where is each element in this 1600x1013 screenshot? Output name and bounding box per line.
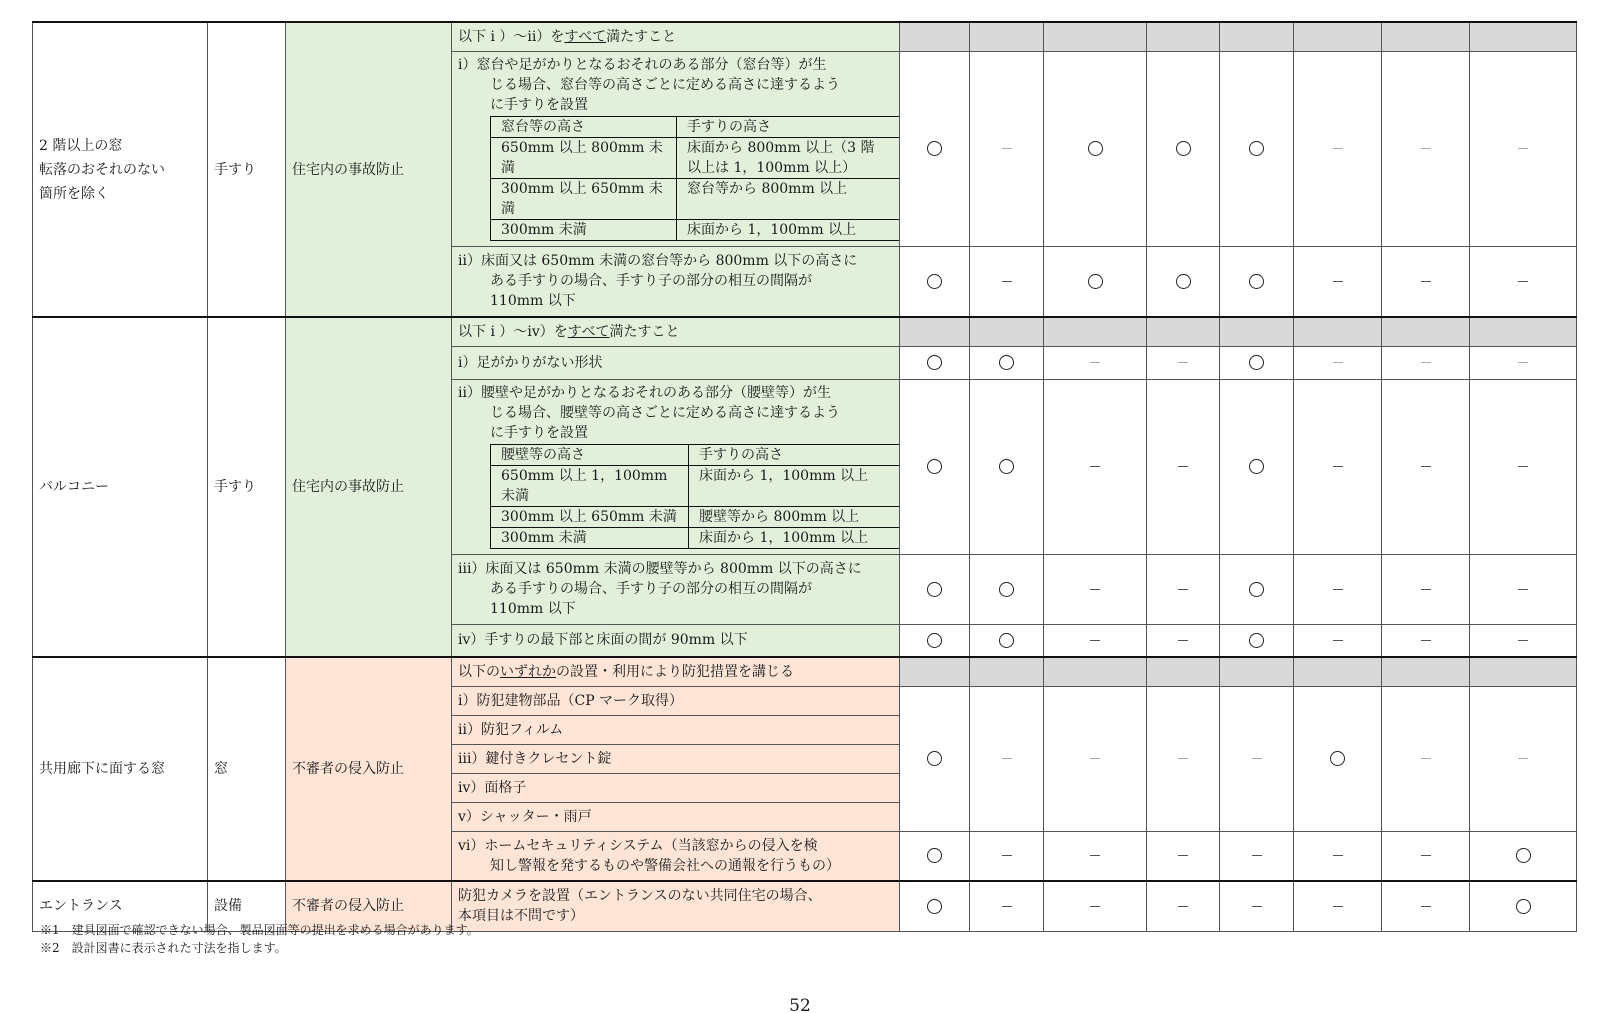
mark-cell [1470,686,1577,831]
gray-header-cell [900,317,970,346]
requirement-item: ⅳ）手すりの最下部と床面の間が 90mm 以下 [452,624,900,657]
mark-cell [1470,831,1577,881]
section-header: 以下のいずれかの設置・利用により防犯措置を講じる [452,657,900,686]
requirement-item: ⅱ）床面又は 650mm 未満の窓台等から 800mm 以下の高さに ある手すりの場合、手すり子の部分の相互の間隔が 110mm 以下 [452,246,900,317]
dash-mark-icon [1421,758,1431,759]
dash-mark-icon [1090,362,1100,363]
mark-cell [1294,554,1382,624]
gray-header-cell [970,657,1044,686]
gray-header-cell [900,22,970,51]
mark-cell [1147,686,1220,831]
dash-mark-icon [1090,906,1100,907]
mark-cell [900,554,970,624]
dash-mark-icon [1252,758,1262,759]
circle-mark-icon [1249,633,1264,648]
circle-mark-icon [927,141,942,156]
dash-mark-icon [1421,589,1431,590]
mark-cell [1294,686,1382,831]
mark-cell [1382,379,1470,554]
gray-header-cell [1044,22,1147,51]
mark-cell [1044,51,1147,246]
mark-cell [1294,246,1382,317]
requirement-item: ⅲ）床面又は 650mm 未満の腰壁等から 800mm 以下の高さに ある手すりの場合、手すり子の部分の相互の間隔が 110mm 以下 [452,554,900,624]
location-line: 箇所を除く [39,185,109,202]
dash-mark-icon [1333,855,1343,856]
mark-cell [1382,554,1470,624]
dash-mark-icon [1333,281,1343,282]
mark-cell [1470,881,1577,931]
purpose-cell: 住宅内の事故防止 [286,317,452,657]
requirement-item: ⅱ）防犯フィルム [452,715,900,744]
dash-mark-icon [1333,362,1343,363]
requirement-item: ⅰ）足がかりがない形状 [452,346,900,379]
mark-cell [1294,624,1382,657]
circle-mark-icon [927,459,942,474]
circle-mark-icon [1249,274,1264,289]
dash-mark-icon [1518,589,1528,590]
requirement-item: ⅲ）鍵付きクレセント錠 [452,744,900,773]
mark-cell [1470,246,1577,317]
circle-mark-icon [999,459,1014,474]
dash-mark-icon [1178,640,1188,641]
dash-mark-icon [1333,640,1343,641]
dash-mark-icon [1002,148,1012,149]
dash-mark-icon [1252,855,1262,856]
dash-mark-icon [1090,640,1100,641]
dash-mark-icon [1002,758,1012,759]
gray-header-cell [1294,317,1382,346]
gray-header-cell [1147,317,1220,346]
mark-cell [970,831,1044,881]
mark-cell [1220,624,1294,657]
gray-header-cell [1044,317,1147,346]
mark-cell [900,51,970,246]
mark-cell [1220,881,1294,931]
dash-mark-icon [1421,466,1431,467]
dash-mark-icon [1518,640,1528,641]
requirement-item: 防犯カメラを設置（エントランスのない共同住宅の場合、 本項目は不問です） [452,881,900,931]
location-line: 2 階以上の窓 [39,137,123,154]
mark-cell [1470,624,1577,657]
dash-mark-icon [1421,148,1431,149]
mark-cell [1044,246,1147,317]
mark-cell [1220,686,1294,831]
requirement-item: ⅰ）防犯建物部品（CP マーク取得） [452,686,900,715]
mark-cell [1220,831,1294,881]
mark-cell [1044,686,1147,831]
mark-cell [1470,51,1577,246]
circle-mark-icon [927,355,942,370]
circle-mark-icon [1088,274,1103,289]
circle-mark-icon [927,899,942,914]
footnotes [40,921,479,957]
mark-cell [1294,51,1382,246]
mark-cell [900,831,970,881]
circle-mark-icon [1249,355,1264,370]
circle-mark-icon [927,633,942,648]
mark-cell [1470,346,1577,379]
mark-cell [1220,554,1294,624]
mark-cell [970,881,1044,931]
mark-cell [1044,554,1147,624]
dash-mark-icon [1178,906,1188,907]
dash-mark-icon [1518,281,1528,282]
gray-header-cell [1044,657,1147,686]
type-cell: 設備 [208,881,286,931]
mark-cell [1294,831,1382,881]
mark-cell [1220,379,1294,554]
dash-mark-icon [1002,906,1012,907]
dash-mark-icon [1090,758,1100,759]
mark-cell [1220,246,1294,317]
footnote: ※1 建具図面で確認できない場合、製品図面等の提出を求める場合があります。 [40,923,479,937]
dash-mark-icon [1002,855,1012,856]
location-cell: バルコニー [33,317,208,657]
mark-cell [1147,831,1220,881]
mark-cell [970,554,1044,624]
mark-cell [1382,51,1470,246]
dash-mark-icon [1518,362,1528,363]
mark-cell [970,51,1044,246]
circle-mark-icon [1176,141,1191,156]
location-cell: 共用廊下に面する窓 [33,657,208,881]
gray-header-cell [1147,22,1220,51]
type-cell: 手すり [208,22,286,317]
dash-mark-icon [1090,466,1100,467]
circle-mark-icon [1516,848,1531,863]
dash-mark-icon [1518,148,1528,149]
mark-cell [1294,346,1382,379]
circle-mark-icon [1330,751,1345,766]
circle-mark-icon [927,848,942,863]
gray-header-cell [1294,657,1382,686]
mark-cell [1044,881,1147,931]
mark-cell [900,881,970,931]
section-header: 以下 i ）～ii）をすべて満たすこと [452,22,900,51]
gray-header-cell [900,657,970,686]
gray-header-cell [1147,657,1220,686]
mark-cell [900,379,970,554]
footnote: ※2 設計図書に表示された寸法を指します。 [40,941,287,955]
page-number: 52 [789,996,811,1013]
mark-cell [970,686,1044,831]
mark-cell [1470,379,1577,554]
dash-mark-icon [1178,466,1188,467]
purpose-cell: 不審者の侵入防止 [286,881,452,931]
dash-mark-icon [1090,855,1100,856]
mark-cell [970,346,1044,379]
mark-cell [1044,624,1147,657]
location-cell [33,22,208,317]
mark-cell [1147,346,1220,379]
location-line: 転落のおそれのない [39,161,165,178]
gray-header-cell [1220,657,1294,686]
dash-mark-icon [1252,906,1262,907]
dash-mark-icon [1421,281,1431,282]
dash-mark-icon [1333,589,1343,590]
dash-mark-icon [1518,466,1528,467]
dash-mark-icon [1518,758,1528,759]
mark-cell [1220,346,1294,379]
requirement-item: ⅳ）面格子 [452,773,900,802]
mark-cell [900,686,970,831]
purpose-cell: 不審者の侵入防止 [286,657,452,881]
mark-cell [900,246,970,317]
dash-mark-icon [1421,362,1431,363]
dash-mark-icon [1002,281,1012,282]
requirement-item: ⅱ）腰壁や足がかりとなるおそれのある部分（腰壁等）が生 じる場合、腰壁等の高さごとに定める高さに達するよう に手すりを設置 腰壁等の高さ 手すりの高さ 650mm 以上 1，100mm 未満 床面から 1，100mm 以上 300mm 以上 650mm 未満 腰壁等から 800mm 以上 300mm 未満 床面から 1，100mm 以上 [452,379,900,554]
height-table: 窓台等の高さ 手すりの高さ 650mm 以上 800mm 未満 床面から 800mm 以上（3 階 以上は 1，100mm 以上） 300mm 以上 650mm 未満 窓台等から 800mm 以上 300mm 未満 床面から 1，100mm 以上 [490,116,900,241]
gray-header-cell [1470,22,1577,51]
circle-mark-icon [1088,141,1103,156]
mark-cell [1147,246,1220,317]
mark-cell [900,624,970,657]
gray-header-cell [1220,317,1294,346]
circle-mark-icon [1516,899,1531,914]
gray-header-cell [1382,317,1470,346]
gray-header-cell [1470,317,1577,346]
requirements-table [32,21,1577,932]
mark-cell [1294,881,1382,931]
mark-cell [1147,881,1220,931]
circle-mark-icon [1249,141,1264,156]
gray-header-cell [970,317,1044,346]
requirement-item: ⅰ）窓台や足がかりとなるおそれのある部分（窓台等）が生 じる場合、窓台等の高さごとに定める高さに達するよう に手すりを設置 窓台等の高さ 手すりの高さ 650mm 以上 800mm 未満 床面から 800mm 以上（3 階 以上は 1，100mm 以上） 300mm 以上 650mm 未満 窓台等から 800mm 以上 300mm 未満 床面から 1，100mm 以上 [452,51,900,246]
dash-mark-icon [1090,589,1100,590]
dash-mark-icon [1421,855,1431,856]
mark-cell [1294,379,1382,554]
gray-header-cell [1382,657,1470,686]
circle-mark-icon [927,751,942,766]
gray-header-cell [1294,22,1382,51]
dash-mark-icon [1178,362,1188,363]
dash-mark-icon [1333,148,1343,149]
circle-mark-icon [1249,582,1264,597]
circle-mark-icon [927,582,942,597]
mark-cell [1044,831,1147,881]
dash-mark-icon [1178,855,1188,856]
mark-cell [970,624,1044,657]
gray-header-cell [1220,22,1294,51]
type-cell: 手すり [208,317,286,657]
gray-header-cell [1382,22,1470,51]
mark-cell [1470,554,1577,624]
mark-cell [1220,51,1294,246]
circle-mark-icon [999,582,1014,597]
dash-mark-icon [1333,906,1343,907]
location-cell: エントランス [33,881,208,931]
circle-mark-icon [1176,274,1191,289]
dash-mark-icon [1333,466,1343,467]
dash-mark-icon [1421,640,1431,641]
circle-mark-icon [927,274,942,289]
dash-mark-icon [1178,758,1188,759]
mark-cell [1382,881,1470,931]
mark-cell [1147,554,1220,624]
circle-mark-icon [999,633,1014,648]
mark-cell [1044,379,1147,554]
mark-cell [1382,246,1470,317]
mark-cell [1382,686,1470,831]
mark-cell [900,346,970,379]
purpose-cell: 住宅内の事故防止 [286,22,452,317]
mark-cell [970,379,1044,554]
requirement-item: ⅵ）ホームセキュリティシステム（当該窓からの侵入を検 知し警報を発するものや警備会社への通報を行うもの） [452,831,900,881]
mark-cell [1382,831,1470,881]
mark-cell [1147,51,1220,246]
mark-cell [1382,346,1470,379]
type-cell: 窓 [208,657,286,881]
mark-cell [1382,624,1470,657]
mark-cell [1044,346,1147,379]
mark-cell [1147,379,1220,554]
mark-cell [1147,624,1220,657]
height-table: 腰壁等の高さ 手すりの高さ 650mm 以上 1，100mm 未満 床面から 1，100mm 以上 300mm 以上 650mm 未満 腰壁等から 800mm 以上 300mm 未満 床面から 1，100mm 以上 [490,444,900,549]
gray-header-cell [970,22,1044,51]
requirement-item: ⅴ）シャッター・雨戸 [452,802,900,831]
circle-mark-icon [999,355,1014,370]
gray-header-cell [1470,657,1577,686]
mark-cell [970,246,1044,317]
dash-mark-icon [1178,589,1188,590]
section-header: 以下 i ）～iv）をすべて満たすこと [452,317,900,346]
circle-mark-icon [1249,459,1264,474]
dash-mark-icon [1421,906,1431,907]
